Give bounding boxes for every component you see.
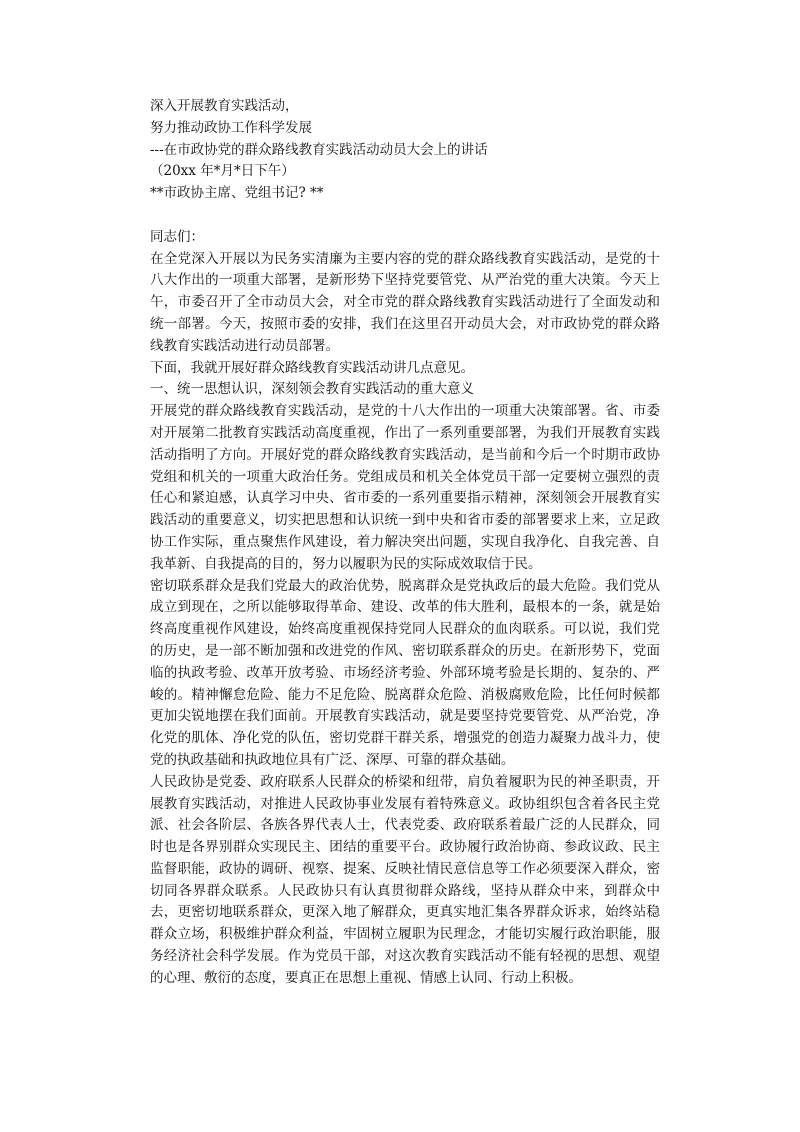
section-heading-1: 一、统一思想认识，深刻领会教育实践活动的重大意义 (150, 381, 474, 398)
document-page (150, 96, 660, 990)
paragraph-5: 人民政协是党委、政府联系人民群众的桥梁和纽带，肩负着履职为民的神圣职责，开展教育实践活动，对推进人民政协事业发展有着特殊意义。政协组织包含着各民主党派、社会各阶层、各族各界代表人士，代表党委、政府联系着最广泛的人民群众，同时也是各界别群众实现民主、团结的重要平台。政协履行政治协商、参政议政、民主监督职能，政协的调研、视察、提案、反映社情民意信息等工作必须要深入群众，密切同各界群众联系。人民政协只有认真贯彻群众路线，坚持从群众中来，到群众中去，更密切地联系群众，更深入地了解群众，更真实地汇集各界群众诉求，始终站稳群众立场，积极维护群众利益，牢固树立履职为民理念，才能切实履行政治职能，服务经济社会科学发展。作为党员干部，对这次教育实践活动不能有轻视的思想、观望的心理、敷衍的态度，要真正在思想上重视、情感上认同、行动上积极。 (150, 773, 660, 986)
salutation: 同志们： (150, 228, 204, 245)
speaker-line: **市政协主席、党组书记? ** (150, 185, 324, 202)
title-line-2: 努力推动政协工作科学发展 (150, 119, 312, 136)
paragraph-3: 开展党的群众路线教育实践活动，是党的十八大作出的一项重大决策部署。省、市委对开展第二批教育实践活动高度重视，作出了一系列重要部署，为我们开展教育实践活动指明了方向。开展好党的群众路线教育实践活动，是当前和今后一个时期市政协党组和机关的一项重大政治任务。党组成员和机关全体党员干部一定要树立强烈的责任心和紧迫感，认真学习中央、省市委的一系列重要指示精神，深刻领会开展教育实践活动的重要意义，切实把思想和认识统一到中央和省市委的部署要求上来，立足政协工作实际，重点聚焦作风建设，着力解决突出问题，实现自我净化、自我完善、自我革新、自我提高的目的，努力以履职为民的实际成效取信于民。 (150, 403, 660, 572)
paragraph-1: 在全党深入开展以为民务实清廉为主要内容的党的群众路线教育实践活动，是党的十八大作出的一项重大部署，是新形势下坚持党要管党、从严治党的重大决策。今天上午，市委召开了全市动员大会，对全市党的群众路线教育实践活动进行了全面发动和统一部署。今天，按照市委的安排，我们在这里召开动员大会，对市政协党的群众路线教育实践活动进行动员部署。 (150, 250, 660, 354)
blank-line (150, 205, 660, 227)
paragraph-4: 密切联系群众是我们党最大的政治优势，脱离群众是党执政后的最大危险。我们党从成立到现在，之所以能够取得革命、建设、改革的伟大胜利，最根本的一条，就是始终高度重视作风建设，始终高度重视保持党同人民群众的血肉联系。可以说，我们党的历史，是一部不断加强和改进党的作风、密切联系群众的历史。在新形势下，党面临的执政考验、改革开放考验、市场经济考验、外部环境考验是长期的、复杂的、严峻的。精神懈怠危险、能力不足危险、脱离群众危险、消极腐败危险，比任何时候都更加尖锐地摆在我们面前。开展教育实践活动，就是要坚持党要管党、从严治党，净化党的肌体、净化党的队伍，密切党群干群关系，增强党的创造力凝聚力战斗力，使党的执政基础和执政地位具有广泛、深厚、可靠的群众基础。 (150, 577, 660, 768)
paragraph-2: 下面，我就开展好群众路线教育实践活动讲几点意见。 (150, 359, 474, 376)
speech-date: （20xx 年*月*日下午） (150, 163, 295, 180)
subtitle: ---在市政协党的群众路线教育实践活动动员大会上的讲话 (150, 141, 488, 158)
title-line-1: 深入开展教育实践活动， (150, 98, 299, 114)
